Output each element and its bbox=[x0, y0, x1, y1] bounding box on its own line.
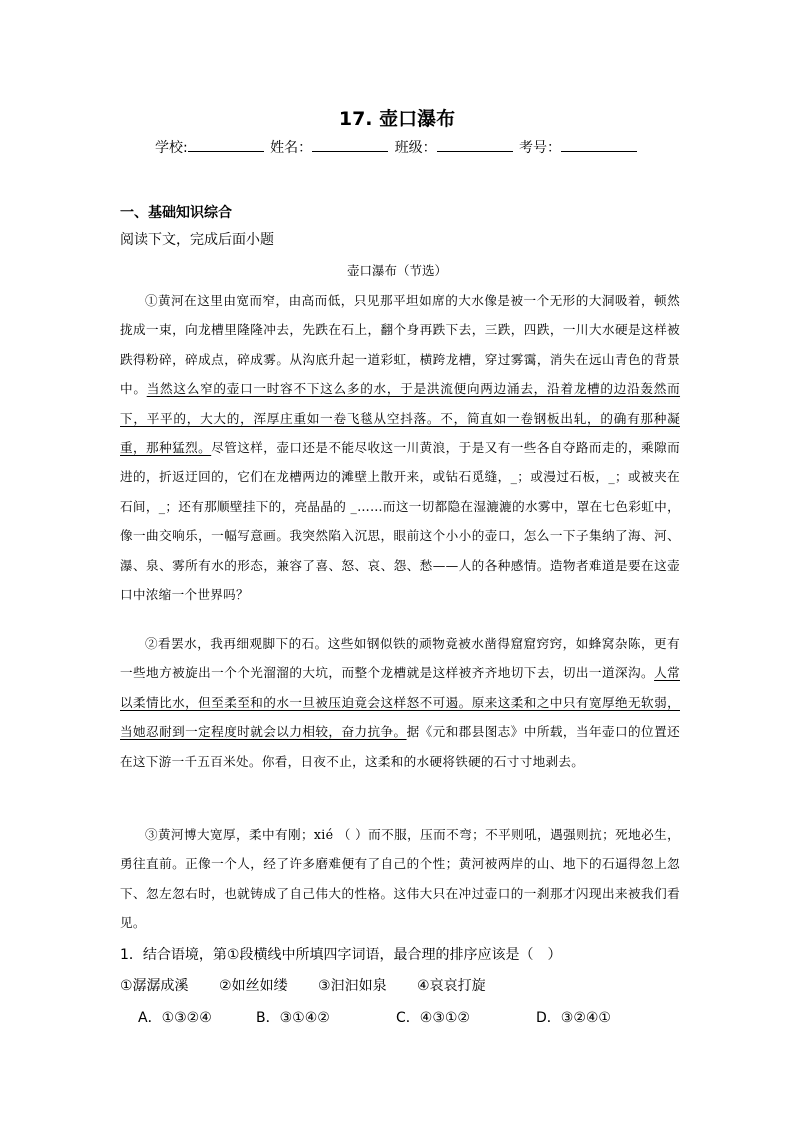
paragraph-3: ③黄河博大宽厚，柔中有刚；xié （ ）而不服，压而不弯；不平则吼，遇强则抗；死地必生，勇往直前。正像一个人，经了许多磨难便有了自己的个性；黄河被两岸的山、地下的石逼得忽上忽下、忽左忽右时，也就铸成了自己伟大的性格。这伟大只在冲过壶口的一刹那才闪现出来被我们看见。 bbox=[120, 827, 680, 931]
paragraph-2 bbox=[120, 629, 680, 776]
class-field[interactable] bbox=[437, 139, 513, 152]
exam-number-label: 考号： bbox=[519, 140, 562, 156]
section-heading: 一、基础知识综合 bbox=[120, 205, 232, 221]
question-1-stem: 1．结合语境，第①段横线中所填四字词语，最合理的排序应该是（ ） bbox=[120, 947, 562, 963]
paragraph-1-text-a: ①黄河在这里由宽而窄，由高而低，只见那平坦如席的大水像是被一个无形的大洞吸着，顿然拢成一束，向龙槽里隆隆冲去，先跌在石上，翻个身再跌下去，三跌，四跌，一川大水硬是这样被跌得粉碎，碎成点，碎成雾。从沟底升起一道彩虹，横跨龙槽，穿过雾霭，消失在远山青色的背景中。 bbox=[120, 293, 680, 397]
choice-c[interactable]: C．④③①② bbox=[396, 1010, 470, 1026]
question-1-options bbox=[120, 975, 512, 995]
option-1: ①潺潺成溪 bbox=[120, 978, 189, 994]
option-3: ③汩汩如泉 bbox=[318, 978, 387, 994]
choice-d[interactable]: D．③②④① bbox=[536, 1010, 611, 1026]
name-label: 姓名： bbox=[270, 140, 313, 156]
paragraph-1-underlined: 当然这么窄的壶口一时容不下这么多的水，于是洪流便向两边涌去，沿着龙槽的边沿轰然而下，平平的，大大的，浑厚庄重如一卷飞毯从空抖落。不，简直如一卷钢板出轧，的确有那种凝重，那种猛烈。 bbox=[120, 381, 681, 456]
choice-a[interactable]: A．①③②④ bbox=[138, 1010, 212, 1026]
question-1-choices bbox=[138, 1007, 636, 1027]
school-label: 学校: bbox=[154, 140, 188, 156]
name-field[interactable] bbox=[312, 139, 388, 152]
school-field[interactable] bbox=[188, 139, 264, 152]
page-title: 17. 壶口瀑布 bbox=[338, 108, 456, 130]
paragraph-1 bbox=[120, 286, 680, 609]
choice-b[interactable]: B．③①④② bbox=[256, 1010, 330, 1026]
paragraph-2-text-a: ②看罢水，我再细观脚下的石。这些如钢似铁的顽物竟被水凿得窟窟窍窍，如蜂窝杂陈，更有一些地方被旋出一个个光溜溜的大坑，而整个龙槽就是这样被齐齐地切下去，切出一道深沟。 bbox=[120, 636, 680, 681]
passage-title: 壶口瀑布（节选） bbox=[346, 263, 447, 278]
exam-number-field[interactable] bbox=[561, 139, 637, 152]
student-info-line bbox=[0, 137, 794, 157]
paragraph-1-text-b: 尽管这样，壶口还是不能尽收这一川黄浪，于是又有一些各自夺路而走的，乘隙而进的，折返迂回的，它们在龙槽两边的滩壁上散开来，或钻石觅缝，_；或漫过石板，_；或被夹在石间，_；还有那顺壁挂下的，亮晶晶的 _……而这一切都隐在湿漉漉的水雾中，罩在七色彩虹中，像一曲交响乐，一幅写意画。我突然陷入沉思，眼前这个小小的壶口，怎么一下子集纳了海、河、瀑、泉、雾所有水的形态，兼容了喜、怒、哀、怨、愁——人的各种感情。造物者难道是要在这壶口中浓缩一个世界吗？ bbox=[120, 440, 680, 603]
paragraph-2-text-b: 据《元和郡县图志》中所载，当年壶口的位置还在这下游一千五百米处。你看，日夜不止，这柔和的水硬将铁硬的石寸寸地剥去。 bbox=[120, 724, 680, 769]
option-2: ②如丝如缕 bbox=[219, 978, 288, 994]
option-4: ④哀哀打旋 bbox=[417, 978, 486, 994]
class-label: 班级： bbox=[394, 140, 437, 156]
section-instruction: 阅读下文，完成后面小题 bbox=[120, 232, 274, 248]
paragraph-2-underlined: 人常以柔情比水，但至柔至和的水一旦被压迫竟会这样怒不可遏。原来这柔和之中只有宽厚绝无软弱，当她忍耐到一定程度时就会以力相较，奋力抗争。 bbox=[120, 665, 680, 740]
